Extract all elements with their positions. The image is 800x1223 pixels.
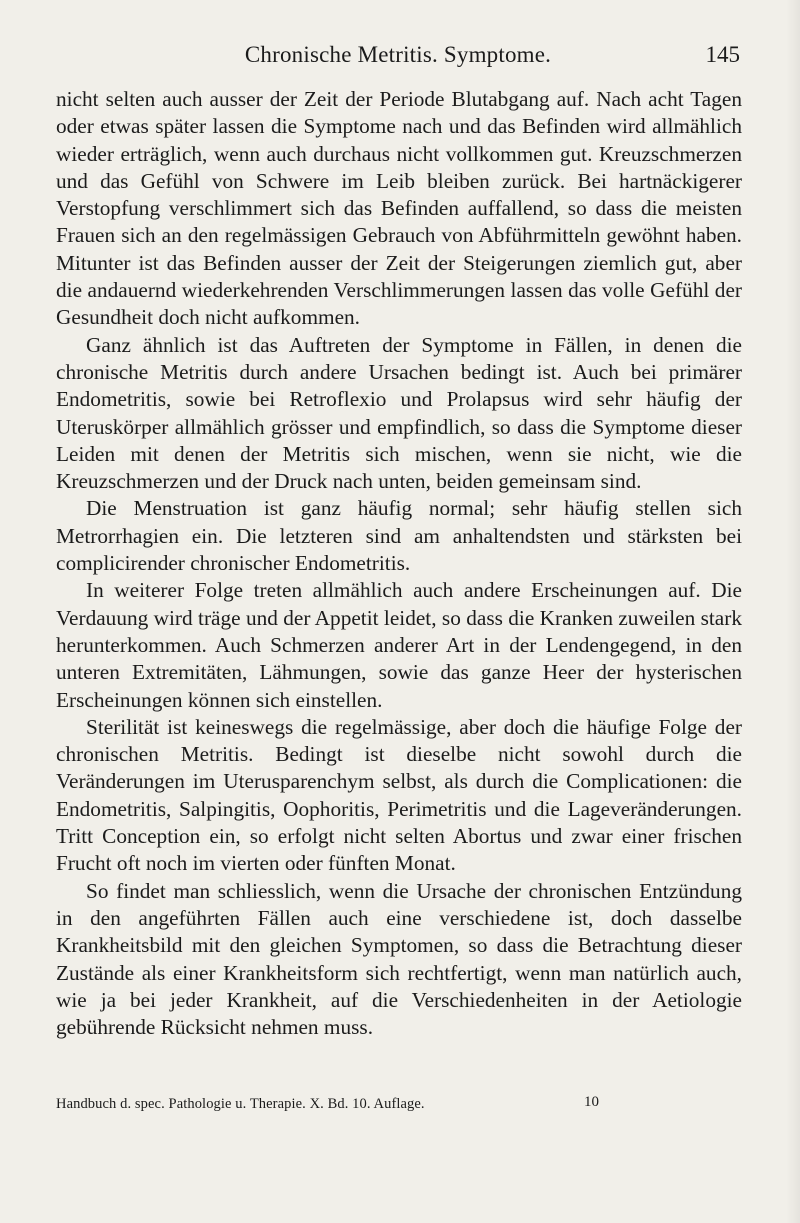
body-text	[56, 86, 742, 1041]
paragraph-1: nicht selten auch ausser der Zeit der Periode Blutabgang auf. Nach acht Tagen oder etwas später lassen die Symptome nach und das Befinden wird allmählich wieder erträglich, wenn auch durchaus nicht vollkommen gut. Kreuzschmerzen und das Gefühl von Schwere im Leib bleiben zurück. Bei hartnäckigerer Verstopfung verschlimmert sich das Befinden auffallend, so dass die meisten Frauen sich an den regelmässigen Gebrauch von Abführmitteln gewöhnt haben. Mitunter ist das Befinden ausser der Zeit der Steigerungen ziemlich gut, aber die andauernd wiederkehrenden Verschlimmerungen lassen das volle Gefühl der Gesundheit doch nicht aufkommen.	[56, 87, 742, 330]
page-footer	[56, 1096, 616, 1116]
paragraph-6: So findet man schliesslich, wenn die Ursache der chronischen Entzündung in den angeführten Fällen auch eine verschiedene ist, doch dasselbe Krankheitsbild mit den gleichen Symptomen, so dass die Betrachtung dieser Zustände als einer Krankheitsform sich rechtfertigt, wenn man natürlich auch, wie ja bei jeder Krankheit, auf die Verschiedenheiten in der Aetiologie gebührende Rücksicht nehmen muss.	[56, 878, 742, 1040]
page-number: 145	[705, 42, 740, 67]
footer-citation: Handbuch d. spec. Pathologie u. Therapie. X. Bd. 10. Auflage.	[56, 1096, 425, 1112]
paragraph-5: Sterilität ist keineswegs die regelmässige, aber doch die häufige Folge der chronischen Metritis. Bedingt ist dieselbe nicht sowohl durch die Veränderungen im Uterusparenchym selbst, als durch die Complicationen: die Endometritis, Salpingitis, Oophoritis, Perimetritis und die Lageveränderungen. Tritt Conception ein, so erfolgt nicht selten Abortus und zwar einer frischen Frucht oft noch im vierten oder fünften Monat.	[56, 714, 742, 876]
page-edge-shadow	[786, 0, 800, 1223]
paragraph-4: In weiterer Folge treten allmählich auch andere Erscheinungen auf. Die Verdauung wird träge und der Appetit leidet, so dass die Kranken zuweilen stark herunterkommen. Auch Schmerzen anderer Art in der Lendengegend, in den unteren Extremitäten, Lähmungen, sowie das ganze Heer der hysterischen Erscheinungen können sich einstellen.	[56, 578, 742, 712]
paragraph-3: Die Menstruation ist ganz häufig normal; sehr häufig stellen sich Metrorrhagien ein. Die letzteren sind am anhaltendsten und stärksten bei complicirender chronischer Endometritis.	[56, 496, 742, 576]
paragraph-2: Ganz ähnlich ist das Auftreten der Symptome in Fällen, in denen die chronische Metritis durch andere Ursachen bedingt ist. Auch bei primärer Endometritis, sowie bei Retroflexio und Prolapsus wird sehr häufig der Uteruskörper allmählich grösser und empfindlich, so dass die Symptome dieser Leiden mit denen der Metritis sich mischen, wenn sie nicht, wie die Kreuzschmerzen und der Druck nach unten, beiden gemeinsam sind.	[56, 332, 742, 494]
chapter-title: Chronische Metritis. Symptome.	[244, 42, 552, 67]
running-header	[56, 42, 740, 76]
signature-mark: 10	[584, 1094, 599, 1110]
